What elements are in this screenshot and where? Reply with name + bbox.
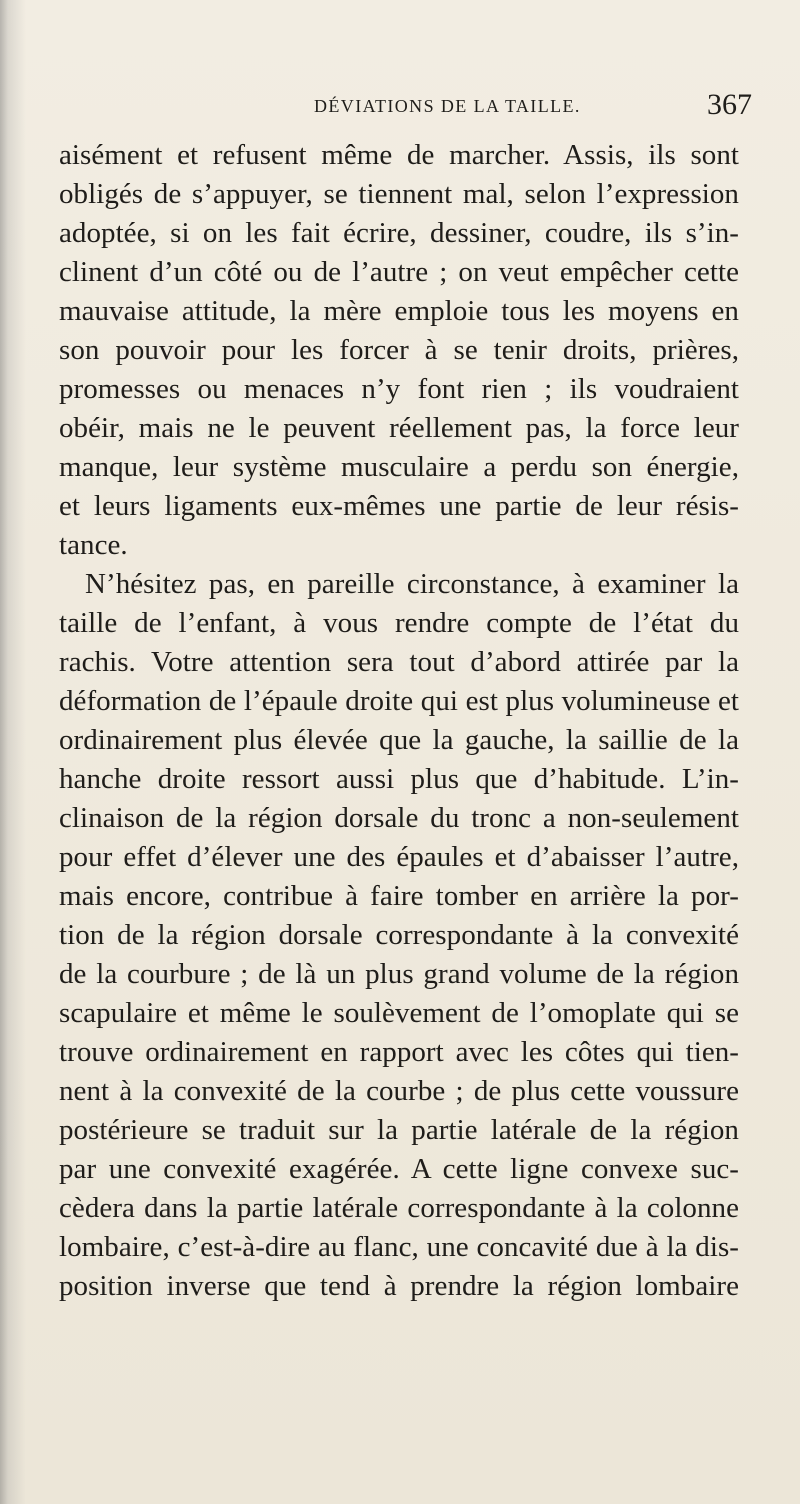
text-line: clinent d’un côté ou de l’autre ; on veut empêcher cette [59,256,739,288]
text-line: aisément et refusent même de marcher. Assis, ils sont [59,139,739,171]
text-line: son pouvoir pour les forcer à se tenir droits, prières, [59,334,739,366]
page-header [0,88,800,128]
text-line: et leurs ligaments eux-mêmes une partie de leur résis- [59,490,739,522]
text-line: scapulaire et même le soulèvement de l’omoplate qui se [59,997,739,1029]
running-head: DÉVIATIONS DE LA TAILLE. [314,96,581,116]
text-line: de la courbure ; de là un plus grand volume de la région [59,958,739,990]
text-line: déformation de l’épaule droite qui est plus volumineuse et [59,685,739,717]
body-text [59,136,739,1306]
text-line: cèdera dans la partie latérale correspondante à la colonne [59,1192,739,1224]
page-number: 367 [707,88,752,121]
text-line: taille de l’enfant, à vous rendre compte de l’état du [59,607,739,639]
text-line: manque, leur système musculaire a perdu son énergie, [59,451,739,483]
paragraph-first-line: N’hésitez pas, en pareille circonstance, à examiner la [85,568,739,600]
text-line: trouve ordinairement en rapport avec les côtes qui tien- [59,1036,739,1068]
text-line: position inverse que tend à prendre la région lombaire [59,1270,739,1302]
text-line: hanche droite ressort aussi plus que d’habitude. L’in- [59,763,739,795]
text-line: mais encore, contribue à faire tomber en arrière la por- [59,880,739,912]
text-line: obéir, mais ne le peuvent réellement pas, la force leur [59,412,739,444]
text-line: rachis. Votre attention sera tout d’abord attirée par la [59,646,739,678]
text-line: promesses ou menaces n’y font rien ; ils voudraient [59,373,739,405]
text-line: ordinairement plus élevée que la gauche, la saillie de la [59,724,739,756]
text-line: tion de la région dorsale correspondante à la convexité [59,919,739,951]
text-line: pour effet d’élever une des épaules et d’abaisser l’autre, [59,841,739,873]
text-line: lombaire, c’est-à-dire au flanc, une concavité due à la dis- [59,1231,739,1263]
text-line: adoptée, si on les fait écrire, dessiner, coudre, ils s’in- [59,217,739,249]
paragraph-last-line: tance. [59,529,128,561]
text-line: nent à la convexité de la courbe ; de plus cette voussure [59,1075,739,1107]
text-line: clinaison de la région dorsale du tronc a non-seulement [59,802,739,834]
text-line: obligés de s’appuyer, se tiennent mal, selon l’expression [59,178,739,210]
text-line: postérieure se traduit sur la partie latérale de la région [59,1114,739,1146]
text-line: mauvaise attitude, la mère emploie tous les moyens en [59,295,739,327]
text-line: par une convexité exagérée. A cette ligne convexe suc- [59,1153,739,1185]
